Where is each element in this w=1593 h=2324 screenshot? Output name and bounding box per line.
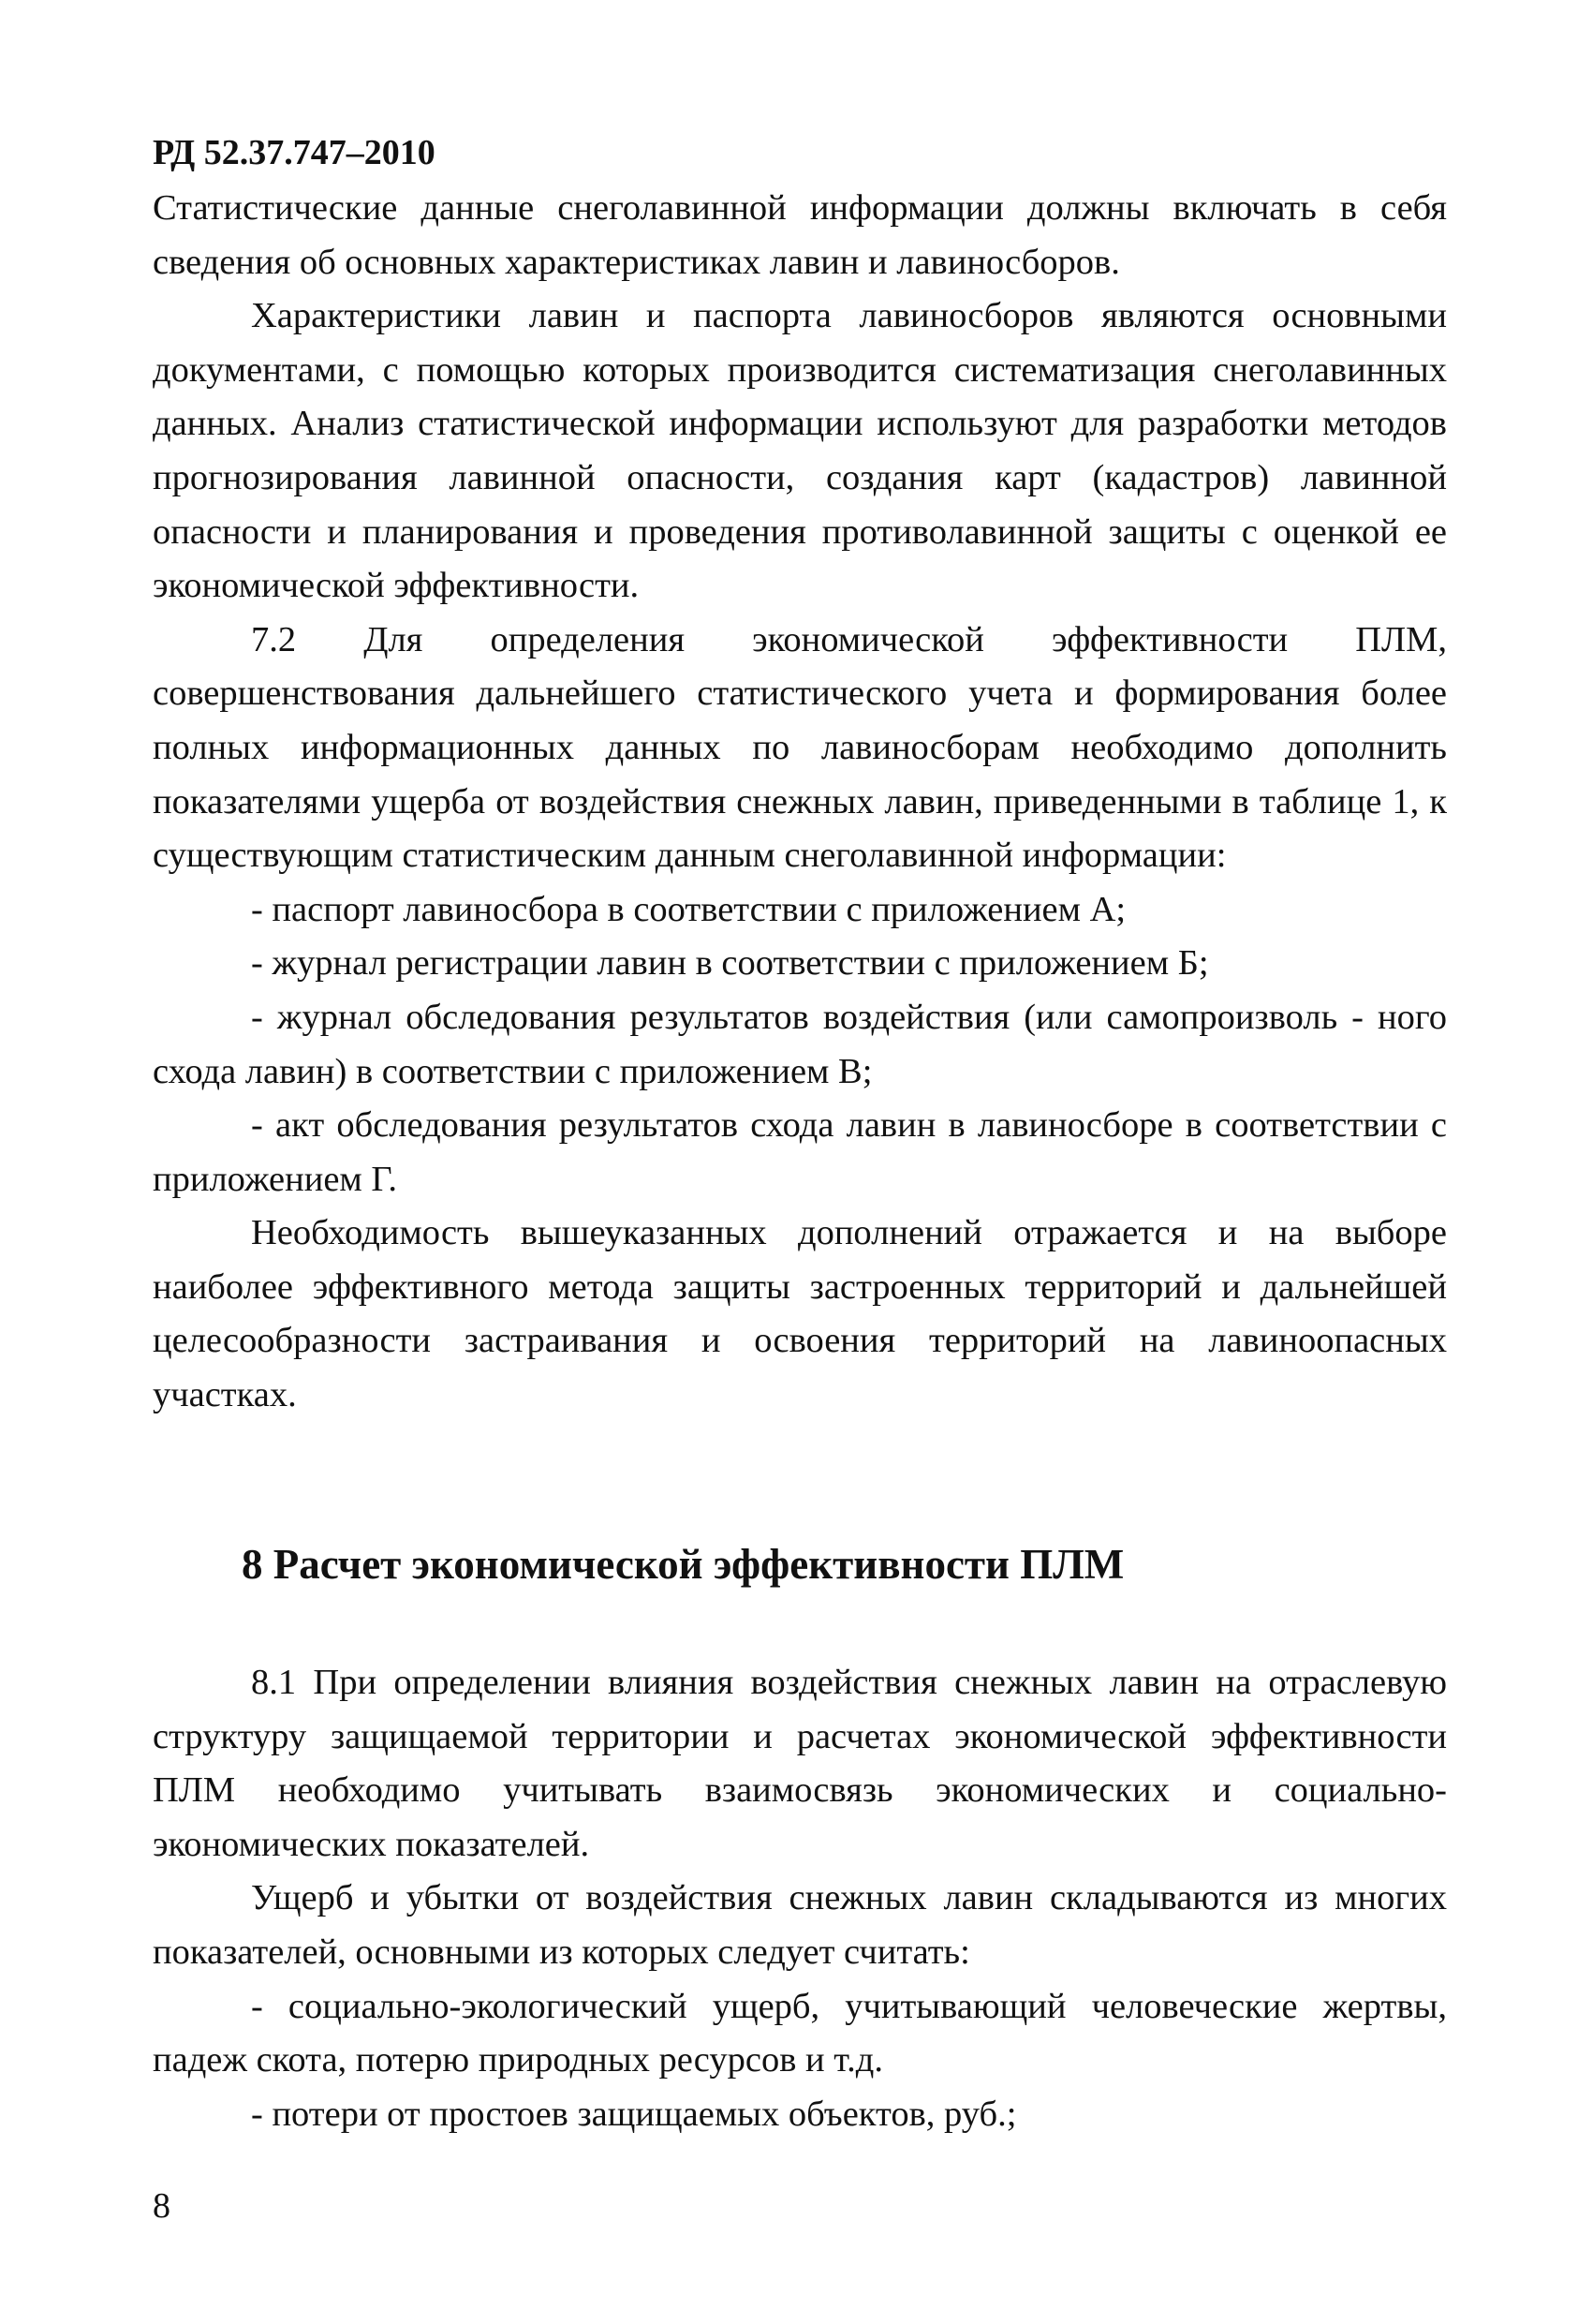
list-item-socio-ecological: - социально-экологический ущерб, учитывающий человеческие жертвы, падеж скота, потерю природных ресурсов и т.д. (153, 1986, 1447, 2080)
list-item-inspection-act: - акт обследования результатов схода лавин в лавиносборе в соответствии с приложением Г. (153, 1105, 1447, 1199)
page-number: 8 (153, 2186, 170, 2226)
document-code: РД 52.37.747–2010 (153, 133, 435, 172)
paragraph-damage: Ущерб и убытки от воздействия снежных лавин складываются из многих показателей, основными из которых следует считать: (153, 1878, 1447, 1972)
paragraph-8-1: 8.1 При определении влияния воздействия снежных лавин на отраслевую структуру защищаемой территории и расчетах экономической эффективности ПЛМ необходимо учитывать взаимосвязь экономических и социально-экономических показателей. (153, 1663, 1447, 1864)
list-item-passport: - паспорт лавиносбора в соответствии с приложением А; (251, 889, 1127, 929)
list-item-registration-journal: - журнал регистрации лавин в соответствии с приложением Б; (251, 943, 1209, 984)
section-8-heading: 8 Расчет экономической эффективности ПЛМ (242, 1541, 1125, 1588)
section-8-text (153, 1656, 1447, 2141)
paragraph-7-2: 7.2 Для определения экономической эффективности ПЛМ, совершенствования дальнейшего статистического учета и формирования более полных информационных данных по лавиносборам необходимо дополнить показателями ущерба от воздействия снежных лавин, приведенными в таблице 1, к существующим статистическим данным снеголавинной информации: (153, 619, 1447, 876)
paragraph-avalanche-characteristics: Характеристики лавин и паспорта лавиносборов являются основными документами, с помощью которых производится систематизация снеголавинных данных. Анализ статистической информации используют для разработки методов прогнозирования лавинной опасности, создания карт (кадастров) лавинной опасности и планирования и проведения противолавинной защиты с оценкой ее экономической эффективности. (153, 296, 1447, 606)
section-7-text (153, 182, 1447, 1423)
list-item-inspection-journal: - журнал обследования результатов воздействия (или самопроизволь - ного схода лавин) в соответствии с приложением В; (153, 997, 1447, 1091)
list-item-downtime-losses: - потери от простоев защищаемых объектов, руб.; (251, 2094, 1017, 2134)
paragraph-necessity: Необходимость вышеуказанных дополнений отражается и на выборе наиболее эффективного метода защиты застроенных территорий и дальнейшей целесообразности застраивания и освоения территорий на лавиноопасных участках. (153, 1213, 1447, 1415)
paragraph-statistics-content: Статистические данные снеголавинной информации должны включать в себя сведения об основных характеристиках лавин и лавиносборов. (153, 188, 1447, 282)
